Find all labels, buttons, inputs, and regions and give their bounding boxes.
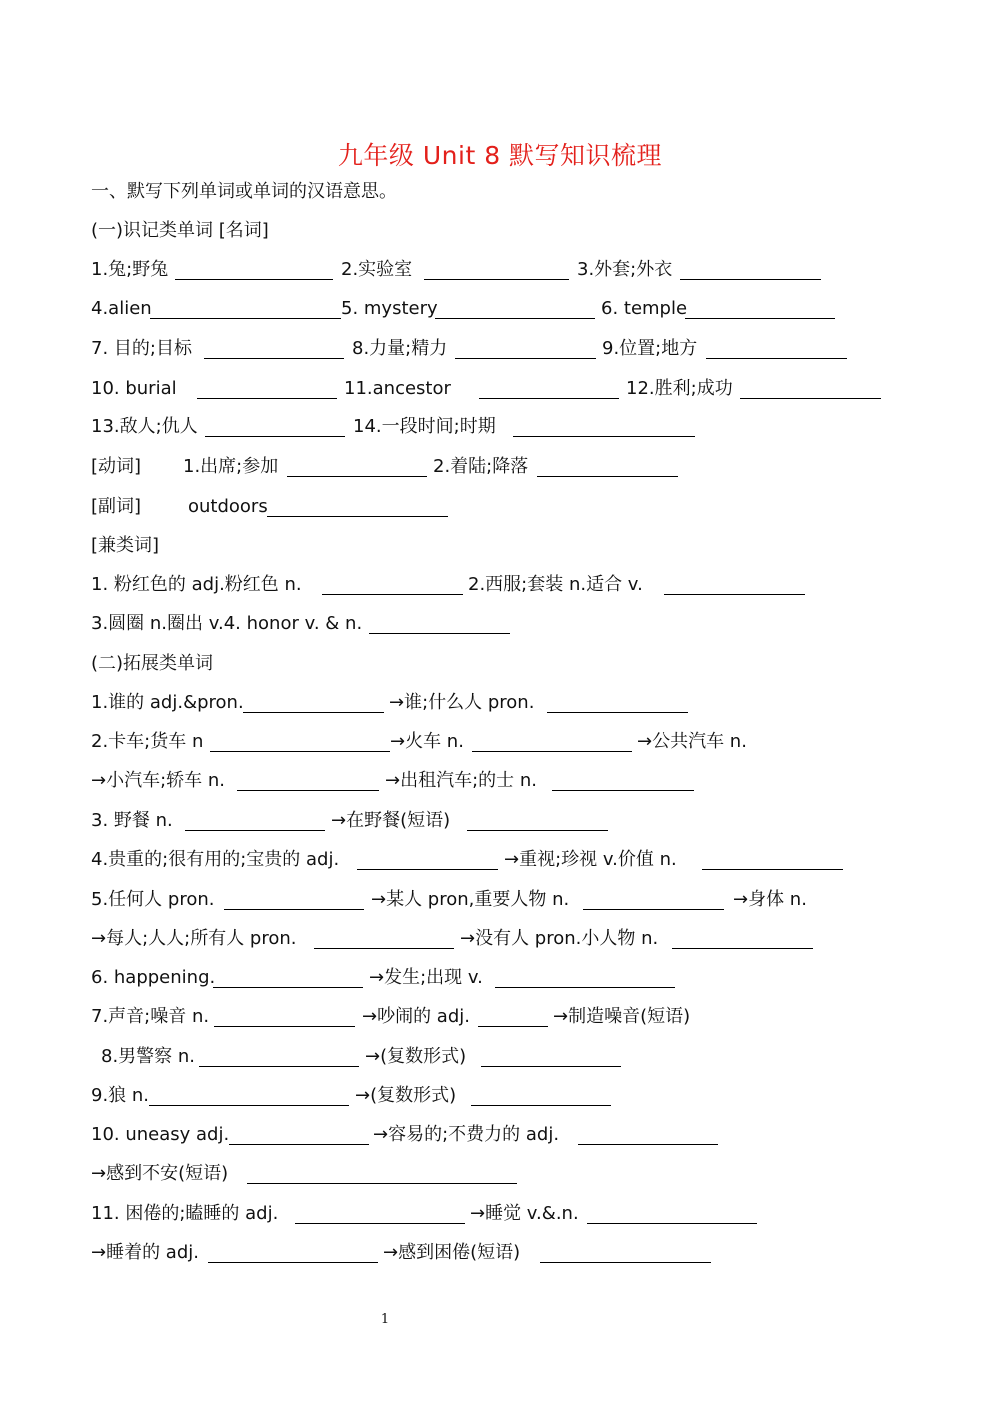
answer-blank[interactable]	[455, 358, 596, 359]
item-label: 1.兔;野兔	[91, 259, 169, 280]
answer-blank[interactable]	[185, 830, 325, 831]
answer-blank[interactable]	[664, 594, 805, 595]
answer-blank[interactable]	[424, 279, 569, 280]
answer-blank[interactable]	[175, 279, 333, 280]
item-label: 10. burial	[91, 378, 177, 399]
answer-blank[interactable]	[247, 1183, 517, 1184]
item-label: →(复数形式)	[355, 1085, 457, 1106]
item-label: 3.外套;外衣	[577, 259, 673, 280]
item-label: →睡着的 adj.	[91, 1242, 199, 1263]
item-label: 12.胜利;成功	[626, 378, 733, 399]
item-label: →感到困倦(短语)	[383, 1242, 521, 1263]
item-label: 5. mystery	[341, 298, 438, 319]
item-label: 6. happening.	[91, 967, 216, 988]
item-label: →每人;人人;所有人 pron.	[91, 928, 297, 949]
answer-blank[interactable]	[243, 712, 384, 713]
subsection-heading-text: (一)识记类单词 [名词]	[91, 220, 269, 241]
answer-blank[interactable]	[205, 436, 345, 437]
item-label: 11.ancestor	[344, 378, 451, 399]
item-label: →睡觉 v.&.n.	[470, 1203, 579, 1224]
section-heading-text: 一、默写下列单词或单词的汉语意思。	[91, 181, 397, 202]
answer-blank[interactable]	[197, 398, 337, 399]
item-label: outdoors	[188, 496, 268, 517]
answer-blank[interactable]	[552, 790, 694, 791]
item-label: 1.谁的 adj.&pron.	[91, 692, 244, 713]
item-label: →火车 n.	[390, 731, 464, 752]
item-label: →没有人 pron.小人物 n.	[460, 928, 659, 949]
answer-blank[interactable]	[540, 1262, 711, 1263]
item-label: 10. uneasy adj.	[91, 1124, 230, 1145]
answer-blank[interactable]	[513, 436, 695, 437]
answer-blank[interactable]	[357, 869, 498, 870]
item-label: →容易的;不费力的 adj.	[373, 1124, 560, 1145]
item-label: →小汽车;轿车 n.	[91, 770, 225, 791]
answer-blank[interactable]	[583, 909, 724, 910]
item-label: 13.敌人;仇人	[91, 416, 198, 437]
answer-blank[interactable]	[481, 1066, 621, 1067]
answer-blank[interactable]	[149, 1105, 349, 1106]
item-label: 5.任何人 pron.	[91, 889, 215, 910]
answer-blank[interactable]	[706, 358, 847, 359]
answer-blank[interactable]	[229, 1144, 369, 1145]
answer-blank[interactable]	[578, 1144, 718, 1145]
item-label: 7. 目的;目标	[91, 338, 192, 359]
item-label: →在野餐(短语)	[331, 810, 451, 831]
page-title: 九年级 Unit 8 默写知识梳理	[337, 141, 663, 170]
item-label: 4.贵重的;很有用的;宝贵的 adj.	[91, 849, 340, 870]
answer-blank[interactable]	[369, 633, 510, 634]
answer-blank[interactable]	[740, 398, 881, 399]
item-label: 1. 粉红色的 adj.粉红色 n.	[91, 574, 302, 595]
category-label: [副词]	[91, 496, 142, 517]
answer-blank[interactable]	[295, 1223, 465, 1224]
answer-blank[interactable]	[471, 1105, 611, 1106]
item-label: →制造噪音(短语)	[553, 1006, 691, 1027]
item-label: 8.男警察 n.	[101, 1046, 196, 1067]
category-label: [动词]	[91, 456, 142, 477]
item-label: 1.出席;参加	[183, 456, 279, 477]
answer-blank[interactable]	[672, 948, 813, 949]
item-label: 8.力量;精力	[352, 338, 448, 359]
item-label: 6. temple	[601, 298, 688, 319]
item-label: 4.alien	[91, 298, 152, 319]
answer-blank[interactable]	[210, 751, 390, 752]
answer-blank[interactable]	[322, 594, 463, 595]
item-label: →感到不安(短语)	[91, 1163, 229, 1184]
item-label: →出租汽车;的士 n.	[385, 770, 537, 791]
answer-blank[interactable]	[478, 1026, 548, 1027]
item-label: →某人 pron,重要人物 n.	[371, 889, 570, 910]
answer-blank[interactable]	[237, 790, 379, 791]
item-label: 14.一段时间;时期	[353, 416, 496, 437]
answer-blank[interactable]	[685, 318, 835, 319]
answer-blank[interactable]	[537, 476, 678, 477]
page-number: 1	[380, 1312, 390, 1327]
answer-blank[interactable]	[680, 279, 821, 280]
item-label: →发生;出现 v.	[369, 967, 483, 988]
answer-blank[interactable]	[467, 830, 608, 831]
answer-blank[interactable]	[287, 476, 427, 477]
item-label: 9.位置;地方	[602, 338, 698, 359]
item-label: 11. 困倦的;瞌睡的 adj.	[91, 1203, 279, 1224]
item-label: 3. 野餐 n.	[91, 810, 173, 831]
answer-blank[interactable]	[587, 1223, 757, 1224]
answer-blank[interactable]	[150, 318, 341, 319]
item-label: →吵闹的 adj.	[362, 1006, 470, 1027]
item-label: 2.卡车;货车 n	[91, 731, 204, 752]
answer-blank[interactable]	[702, 869, 843, 870]
item-label: 2.西服;套装 n.适合 v.	[468, 574, 643, 595]
answer-blank[interactable]	[199, 1066, 359, 1067]
answer-blank[interactable]	[213, 987, 363, 988]
category-label: [兼类词]	[91, 535, 160, 556]
answer-blank[interactable]	[435, 318, 595, 319]
item-label: 2.着陆;降落	[433, 456, 529, 477]
item-label: →身体 n.	[733, 889, 807, 910]
answer-blank[interactable]	[472, 751, 632, 752]
item-label: →公共汽车 n.	[637, 731, 747, 752]
item-label: 3.圆圈 n.圈出 v.4. honor v. & n.	[91, 613, 363, 634]
answer-blank[interactable]	[267, 516, 448, 517]
answer-blank[interactable]	[224, 909, 364, 910]
item-label: 7.声音;噪音 n.	[91, 1006, 210, 1027]
item-label: 2.实验室	[341, 259, 413, 280]
item-label: 9.狼 n.	[91, 1085, 150, 1106]
answer-blank[interactable]	[214, 1026, 355, 1027]
item-label: →谁;什么人 pron.	[389, 692, 535, 713]
answer-blank[interactable]	[204, 358, 344, 359]
answer-blank[interactable]	[479, 398, 619, 399]
answer-blank[interactable]	[314, 948, 454, 949]
subsection-heading-text: (二)拓展类单词	[91, 653, 214, 674]
answer-blank[interactable]	[495, 987, 675, 988]
item-label: →重视;珍视 v.价值 n.	[504, 849, 677, 870]
answer-blank[interactable]	[208, 1262, 378, 1263]
item-label: →(复数形式)	[365, 1046, 467, 1067]
answer-blank[interactable]	[547, 712, 688, 713]
